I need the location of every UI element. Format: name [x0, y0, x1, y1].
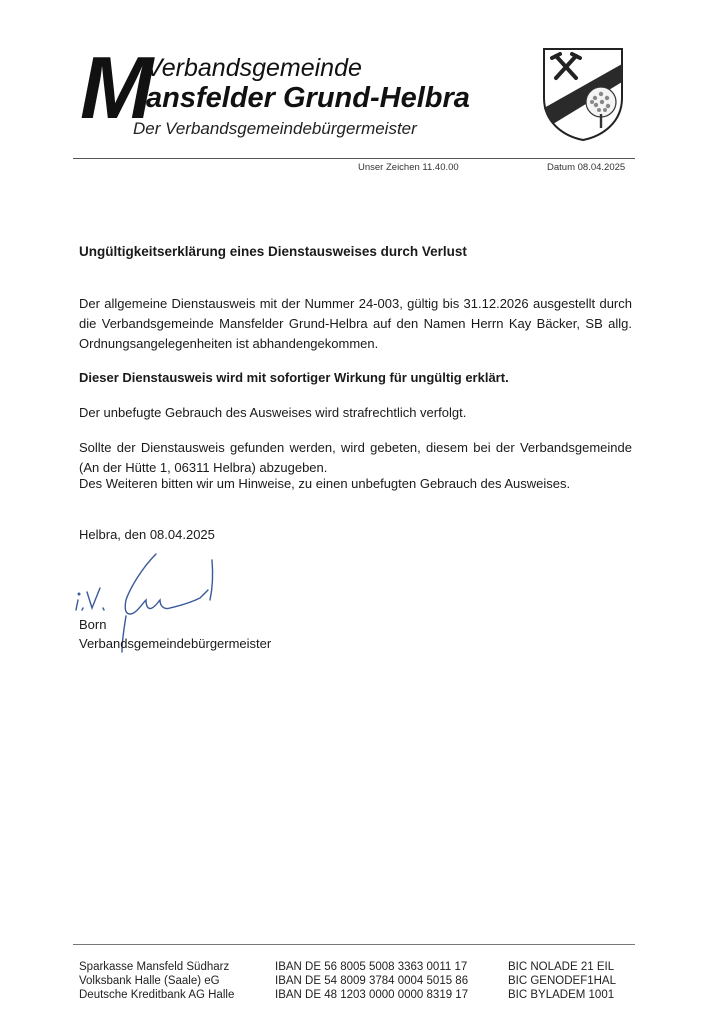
org-name-line1: Verbandsgemeinde — [146, 54, 362, 82]
bank-iban: IBAN DE 48 1203 0000 0000 8319 17 — [275, 989, 469, 1001]
header-divider — [73, 158, 635, 159]
bank-name: Volksbank Halle (Saale) eG — [79, 975, 220, 987]
place-and-date: Helbra, den 08.04.2025 — [79, 527, 215, 542]
bank-bic: BIC GENODEF1HAL — [508, 975, 616, 987]
paragraph-2: Dieser Dienstausweis wird mit sofortiger Wirkung für ungültig erklärt. — [79, 370, 509, 385]
org-name-line2: ansfelder Grund-Helbra — [146, 82, 470, 114]
footer-divider — [73, 944, 635, 945]
bank-name: Deutsche Kreditbank AG Halle — [79, 989, 235, 1001]
bank-ibans — [275, 960, 468, 1002]
signer-title: Verbandsgemeindebürgermeister — [79, 636, 272, 651]
logo-letter: M — [80, 38, 152, 137]
org-subtitle: Der Verbandsgemeindebürgermeister — [133, 119, 417, 138]
paragraph-1: Der allgemeine Dienstausweis mit der Nummer 24-003, gültig bis 31.12.2026 ausgestellt durch die Verbandsgemeinde Mansfelder Grund-Helbra auf den Namen Herrn Kay Bäcker, SB allg. Ordnungsangelegenheiten ist abhandengekommen. — [79, 296, 632, 351]
bank-name: Sparkasse Mansfeld Südharz — [79, 961, 230, 973]
bank-bic: BIC BYLADEM 1001 — [508, 989, 615, 1001]
signer-name: Born — [79, 617, 107, 632]
paragraph-3: Der unbefugte Gebrauch des Ausweises wird strafrechtlich verfolgt. — [79, 405, 467, 420]
paragraph-4b: Des Weiteren bitten wir um Hinweise, zu einen unbefugten Gebrauch des Ausweises. — [79, 476, 571, 491]
bank-iban: IBAN DE 56 8005 5008 3363 0011 17 — [275, 961, 468, 973]
bank-names — [79, 960, 234, 1002]
letter-subject: Ungültigkeitserklärung eines Dienstausweises durch Verlust — [79, 244, 467, 259]
reference-number: Unser Zeichen 11.40.00 — [358, 162, 459, 173]
letter-date: Datum 08.04.2025 — [547, 162, 626, 173]
coat-of-arms-icon — [541, 46, 625, 142]
bank-iban: IBAN DE 54 8009 3784 0004 5015 86 — [275, 975, 469, 987]
bank-bic: BIC NOLADE 21 EIL — [508, 961, 615, 973]
bank-bics — [508, 960, 616, 1002]
paragraph-4a: Sollte der Dienstausweis gefunden werden, wird gebeten, diesem bei der Verbandsgemeinde (An der Hütte 1, 06311 Helbra) abzugeben. — [79, 440, 632, 475]
